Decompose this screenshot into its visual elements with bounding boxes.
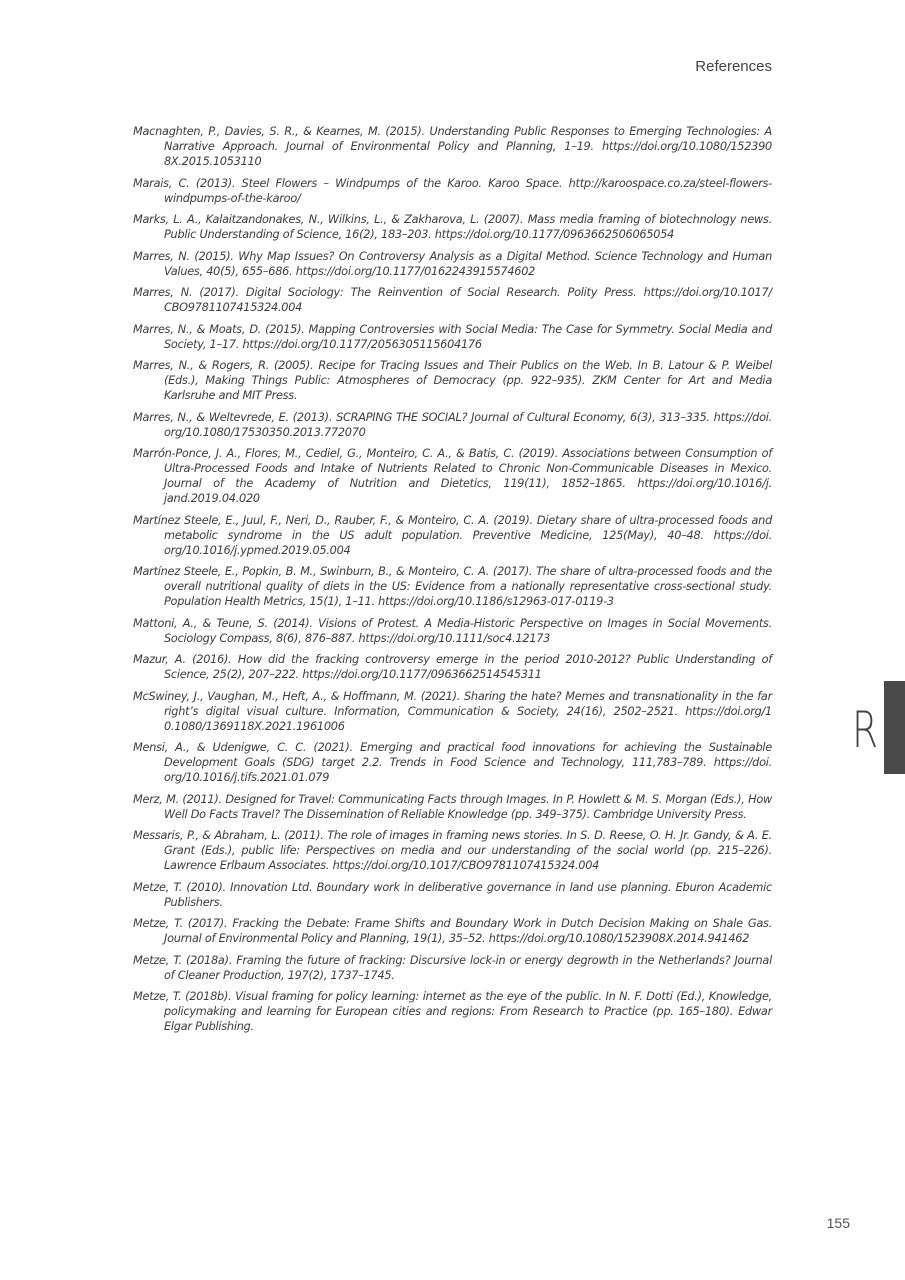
reference-entry: Metze, T. (2017). Fracking the Debate: Frame Shifts and Boundary Work in Dutch Decision Making on Shale Gas. Journal of Environmental Policy and Planning, 19(1), 35–52. https://doi.org/10.1080/1523908X.2014.941462 xyxy=(133,917,772,945)
reference-entry: Messaris, P., & Abraham, L. (2011). The role of images in framing news stories. In S. D. Reese, O. H. Jr. Gandy, & A. E. Grant (Eds.), public life: Perspectives on media and our understanding of the social world (pp. 215–226). Lawrence Erlbaum Associates. https://doi.org/10.1017/CBO9781107415324.004 xyxy=(133,829,772,872)
reference-entry: Metze, T. (2010). Innovation Ltd. Boundary work in deliberative governance in land use planning. Eburon Academic Publishers. xyxy=(133,880,772,909)
running-header: References xyxy=(695,58,772,75)
reference-entry: Marres, N., & Moats, D. (2015). Mapping Controversies with Social Media: The Case for Symmetry. Social Media and Society, 1–17. https://doi.org/10.1177/2056305115604176 xyxy=(133,322,772,351)
reference-entry: McSwiney, J., Vaughan, M., Heft, A., & Hoffmann, M. (2021). Sharing the hate? Memes and transnationality in the far right’s digital visual culture. Information, Communication & Society, 24(16), 2502–2521. https://doi.org/1 0.1080/1369118X.2021.1961006 xyxy=(133,689,772,733)
reference-entry: Merz, M. (2011). Designed for Travel: Communicating Facts through Images. In P. Howlett & M. S. Morgan (Eds.), How Well Do Facts Travel? The Dissemination of Reliable Knowledge (pp. 349–375). Cambridge University Press. xyxy=(133,792,772,821)
section-tab-letter: R xyxy=(852,701,879,759)
reference-entry: Martínez Steele, E., Juul, F., Neri, D., Rauber, F., & Monteiro, C. A. (2019). Dietary share of ultra-processed foods and metabolic syndrome in the US adult population. Preventive Medicine, 125(May), 40–48. https://doi. org/10.1016/j.ypmed.2019.05.004 xyxy=(133,513,772,557)
reference-entry: Metze, T. (2018b). Visual framing for policy learning: internet as the eye of the public. In N. F. Dotti (Ed.), Knowledge, policymaking and learning for European cities and regions: From Research to Practice (pp. 165–180). Edwar Elgar Publishing. xyxy=(133,990,772,1033)
section-tab-marker xyxy=(884,681,905,774)
page-number: 155 xyxy=(826,1215,850,1231)
reference-entry: Martínez Steele, E., Popkin, B. M., Swinburn, B., & Monteiro, C. A. (2017). The share of ultra-processed foods and the overall nutritional quality of diets in the US: Evidence from a nationally representative cross-sectional study. Population Health Metrics, 15(1), 1–11. https://doi.org/10.1186/s12963-017-0119-3 xyxy=(133,565,772,608)
reference-entry: Marres, N., & Rogers, R. (2005). Recipe for Tracing Issues and Their Publics on the Web. In B. Latour & P. Weibel (Eds.), Making Things Public: Atmospheres of Democracy (pp. 922–935). ZKM Center for Art and Media Karlsruhe and MIT Press. xyxy=(133,359,772,402)
reference-entry: Mensi, A., & Udenigwe, C. C. (2021). Emerging and practical food innovations for achieving the Sustainable Development Goals (SDG) target 2.2. Trends in Food Science and Technology, 111,783–789. https://doi. org/10.1016/j.tifs.2021.01.079 xyxy=(133,741,772,784)
reference-entry: Marres, N. (2017). Digital Sociology: The Reinvention of Social Research. Polity Press. https://doi.org/10.1017/ CBO9781107415324.004 xyxy=(133,286,772,314)
reference-entry: Mattoni, A., & Teune, S. (2014). Visions of Protest. A Media-Historic Perspective on Images in Social Movements. Sociology Compass, 8(6), 876–887. https://doi.org/10.1111/soc4.12173 xyxy=(133,616,772,645)
reference-entry: Marrón-Ponce, J. A., Flores, M., Cediel, G., Monteiro, C. A., & Batis, C. (2019). Associations between Consumption of Ultra-Processed Foods and Intake of Nutrients Related to Chronic Non-Communicable Diseases in Mexico. Journal of the Academy of Nutrition and Dietetics, 119(11), 1852–1865. https://doi.org/10.1016/j. jand.2019.04.020 xyxy=(133,447,772,505)
reference-entry: Macnaghten, P., Davies, S. R., & Kearnes, M. (2015). Understanding Public Responses to Emerging Technologies: A Narrative Approach. Journal of Environmental Policy and Planning, 1–19. https://doi.org/10.1080/152390 8X.2015.1053110 xyxy=(133,125,772,168)
reference-entry: Marres, N., & Weltevrede, E. (2013). SCRAPING THE SOCIAL? Journal of Cultural Economy, 6(3), 313–335. https://doi. org/10.1080/17530350.2013.772070 xyxy=(133,410,772,439)
reference-entry: Marres, N. (2015). Why Map Issues? On Controversy Analysis as a Digital Method. Science Technology and Human Values, 40(5), 655–686. https://doi.org/10.1177/0162243915574602 xyxy=(133,249,772,278)
reference-list xyxy=(133,124,772,1041)
reference-entry: Marks, L. A., Kalaitzandonakes, N., Wilkins, L., & Zakharova, L. (2007). Mass media framing of biotechnology news. Public Understanding of Science, 16(2), 183–203. https://doi.org/10.1177/0963662506065054 xyxy=(133,213,772,241)
reference-entry: Mazur, A. (2016). How did the fracking controversy emerge in the period 2010-2012? Public Understanding of Science, 25(2), 207–222. https://doi.org/10.1177/0963662514545311 xyxy=(133,653,772,681)
reference-entry: Metze, T. (2018a). Framing the future of fracking: Discursive lock-in or energy degrowth in the Netherlands? Journal of Cleaner Production, 197(2), 1737–1745. xyxy=(133,953,772,982)
reference-entry: Marais, C. (2013). Steel Flowers – Windpumps of the Karoo. Karoo Space. http://karoospace.co.za/steel-flowers-windpumps-of-the-karoo/ xyxy=(133,176,772,205)
